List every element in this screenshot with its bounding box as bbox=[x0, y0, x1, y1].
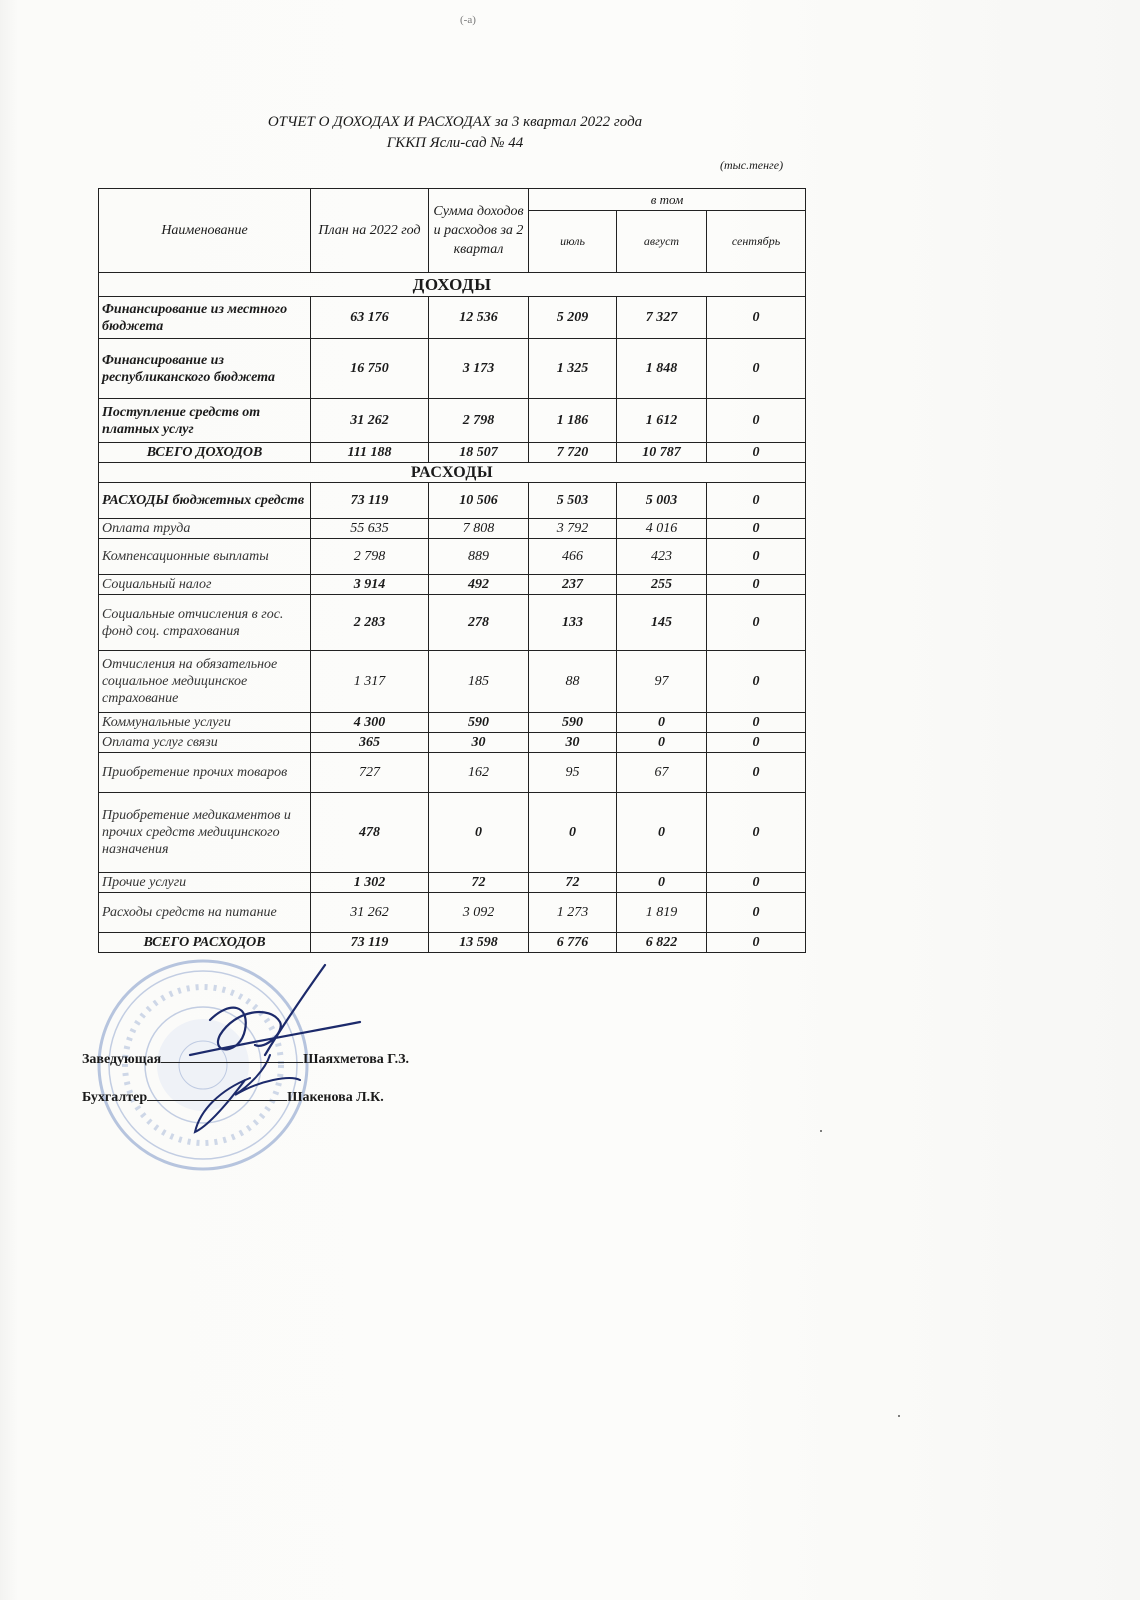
cell-september: 0 bbox=[707, 575, 806, 595]
table-row bbox=[99, 753, 806, 793]
cell-july: 5 503 bbox=[529, 483, 617, 519]
table-row bbox=[99, 893, 806, 933]
header-group: в том bbox=[529, 189, 806, 211]
head-role: Заведующая bbox=[82, 1052, 162, 1067]
cell-july: 72 bbox=[529, 873, 617, 893]
table-row bbox=[99, 399, 806, 443]
accountant-role: Бухгалтер bbox=[82, 1090, 148, 1105]
header-august: август bbox=[617, 211, 707, 273]
cell-september: 0 bbox=[707, 539, 806, 575]
cell-name: Расходы средств на питание bbox=[99, 893, 311, 933]
cell-august: 10 787 bbox=[617, 443, 707, 463]
cell-sum: 13 598 bbox=[429, 933, 529, 953]
accountant-signature-line bbox=[147, 1088, 287, 1101]
cell-august: 0 bbox=[617, 793, 707, 873]
cell-july: 3 792 bbox=[529, 519, 617, 539]
cell-july: 237 bbox=[529, 575, 617, 595]
cell-august: 5 003 bbox=[617, 483, 707, 519]
cell-name: Приобретение медикаментов и прочих средств медицинского назначения bbox=[99, 793, 311, 873]
cell-july: 1 273 bbox=[529, 893, 617, 933]
table-header bbox=[99, 189, 806, 273]
cell-july: 590 bbox=[529, 713, 617, 733]
head-signature-line bbox=[161, 1050, 303, 1063]
cell-september: 0 bbox=[707, 651, 806, 713]
cell-name: Социальный налог bbox=[99, 575, 311, 595]
cell-august: 97 bbox=[617, 651, 707, 713]
report-title bbox=[230, 112, 680, 154]
cell-september: 0 bbox=[707, 339, 806, 399]
table-row bbox=[99, 713, 806, 733]
head-name: Шаяхметова Г.З. bbox=[303, 1052, 409, 1067]
cell-july: 0 bbox=[529, 793, 617, 873]
cell-name: Прочие услуги bbox=[99, 873, 311, 893]
cell-sum: 30 bbox=[429, 733, 529, 753]
cell-august: 6 822 bbox=[617, 933, 707, 953]
cell-name: Отчисления на обязательное социальное медицинское страхование bbox=[99, 651, 311, 713]
table-row bbox=[99, 575, 806, 595]
cell-september: 0 bbox=[707, 733, 806, 753]
cell-plan: 111 188 bbox=[311, 443, 429, 463]
cell-august: 0 bbox=[617, 873, 707, 893]
cell-name: Финансирование из республиканского бюджета bbox=[99, 339, 311, 399]
cell-plan: 2 798 bbox=[311, 539, 429, 575]
cell-august: 255 bbox=[617, 575, 707, 595]
cell-september: 0 bbox=[707, 297, 806, 339]
cell-august: 7 327 bbox=[617, 297, 707, 339]
accountant-name: Шакенова Л.К. bbox=[287, 1090, 384, 1105]
cell-sum: 889 bbox=[429, 539, 529, 575]
table-row bbox=[99, 595, 806, 651]
table-row bbox=[99, 297, 806, 339]
cell-sum: 278 bbox=[429, 595, 529, 651]
cell-august: 1 848 bbox=[617, 339, 707, 399]
cell-july: 1 325 bbox=[529, 339, 617, 399]
cell-sum: 3 092 bbox=[429, 893, 529, 933]
income-section-row bbox=[99, 273, 806, 297]
cell-plan: 4 300 bbox=[311, 713, 429, 733]
signature-head bbox=[82, 1050, 409, 1068]
cell-name: Компенсационные выплаты bbox=[99, 539, 311, 575]
expense-total-row bbox=[99, 933, 806, 953]
cell-july: 133 bbox=[529, 595, 617, 651]
report-table bbox=[98, 188, 806, 953]
cell-july: 5 209 bbox=[529, 297, 617, 339]
cell-july: 7 720 bbox=[529, 443, 617, 463]
cell-sum: 12 536 bbox=[429, 297, 529, 339]
header-plan: План на 2022 год bbox=[311, 189, 429, 273]
cell-july: 30 bbox=[529, 733, 617, 753]
cell-september: 0 bbox=[707, 483, 806, 519]
cell-plan: 2 283 bbox=[311, 595, 429, 651]
expense-section-row bbox=[99, 463, 806, 483]
cell-name: РАСХОДЫ бюджетных средств bbox=[99, 483, 311, 519]
cell-plan: 1 302 bbox=[311, 873, 429, 893]
cell-sum: 3 173 bbox=[429, 339, 529, 399]
cell-sum: 0 bbox=[429, 793, 529, 873]
cell-september: 0 bbox=[707, 873, 806, 893]
table-body bbox=[99, 273, 806, 953]
signature-accountant bbox=[82, 1088, 409, 1106]
cell-sum: 10 506 bbox=[429, 483, 529, 519]
cell-name: Социальные отчисления в гос. фонд соц. страхования bbox=[99, 595, 311, 651]
cell-september: 0 bbox=[707, 753, 806, 793]
income-total-row bbox=[99, 443, 806, 463]
cell-plan: 73 119 bbox=[311, 933, 429, 953]
table-row bbox=[99, 793, 806, 873]
top-mark: (-а) bbox=[460, 14, 476, 26]
header-july: июль bbox=[529, 211, 617, 273]
cell-name: Оплата труда bbox=[99, 519, 311, 539]
expense-section-title: РАСХОДЫ bbox=[99, 463, 806, 483]
header-name: Наименование bbox=[99, 189, 311, 273]
cell-sum: 72 bbox=[429, 873, 529, 893]
cell-sum: 162 bbox=[429, 753, 529, 793]
cell-name: Поступление средств от платных услуг bbox=[99, 399, 311, 443]
cell-plan: 727 bbox=[311, 753, 429, 793]
cell-name: Оплата услуг связи bbox=[99, 733, 311, 753]
report-title-line1: ОТЧЕТ О ДОХОДАХ И РАСХОДАХ за 3 квартал 2022 года bbox=[267, 114, 643, 130]
cell-plan: 31 262 bbox=[311, 893, 429, 933]
cell-name: Коммунальные услуги bbox=[99, 713, 311, 733]
cell-july: 88 bbox=[529, 651, 617, 713]
table-row bbox=[99, 483, 806, 519]
cell-august: 1 819 bbox=[617, 893, 707, 933]
cell-sum: 590 bbox=[429, 713, 529, 733]
cell-plan: 31 262 bbox=[311, 399, 429, 443]
cell-september: 0 bbox=[707, 893, 806, 933]
cell-september: 0 bbox=[707, 443, 806, 463]
cell-september: 0 bbox=[707, 933, 806, 953]
paper-speck bbox=[898, 1415, 900, 1417]
header-september: сентябрь bbox=[707, 211, 806, 273]
cell-july: 95 bbox=[529, 753, 617, 793]
cell-august: 0 bbox=[617, 713, 707, 733]
cell-september: 0 bbox=[707, 595, 806, 651]
cell-september: 0 bbox=[707, 519, 806, 539]
cell-august: 67 bbox=[617, 753, 707, 793]
table-row bbox=[99, 873, 806, 893]
table-row bbox=[99, 651, 806, 713]
table-row bbox=[99, 339, 806, 399]
income-section-title: ДОХОДЫ bbox=[99, 273, 806, 297]
paper-speck bbox=[820, 1130, 822, 1132]
report-title-line2: ГККП Ясли-сад № 44 bbox=[386, 135, 524, 151]
cell-name: Финансирование из местного бюджета bbox=[99, 297, 311, 339]
table-row bbox=[99, 519, 806, 539]
cell-name: Приобретение прочих товаров bbox=[99, 753, 311, 793]
cell-august: 423 bbox=[617, 539, 707, 575]
cell-july: 1 186 bbox=[529, 399, 617, 443]
cell-august: 0 bbox=[617, 733, 707, 753]
cell-sum: 7 808 bbox=[429, 519, 529, 539]
cell-plan: 63 176 bbox=[311, 297, 429, 339]
cell-name: ВСЕГО ДОХОДОВ bbox=[99, 443, 311, 463]
cell-august: 145 bbox=[617, 595, 707, 651]
table-row bbox=[99, 733, 806, 753]
cell-august: 4 016 bbox=[617, 519, 707, 539]
cell-july: 6 776 bbox=[529, 933, 617, 953]
cell-september: 0 bbox=[707, 399, 806, 443]
cell-september: 0 bbox=[707, 793, 806, 873]
cell-plan: 73 119 bbox=[311, 483, 429, 519]
table-row bbox=[99, 539, 806, 575]
cell-name: ВСЕГО РАСХОДОВ bbox=[99, 933, 311, 953]
cell-july: 466 bbox=[529, 539, 617, 575]
cell-plan: 3 914 bbox=[311, 575, 429, 595]
cell-sum: 492 bbox=[429, 575, 529, 595]
cell-august: 1 612 bbox=[617, 399, 707, 443]
signatures-block bbox=[82, 1050, 409, 1126]
cell-plan: 478 bbox=[311, 793, 429, 873]
cell-plan: 16 750 bbox=[311, 339, 429, 399]
units-label: (тыс.тенге) bbox=[720, 158, 784, 172]
cell-sum: 18 507 bbox=[429, 443, 529, 463]
cell-plan: 55 635 bbox=[311, 519, 429, 539]
cell-sum: 2 798 bbox=[429, 399, 529, 443]
cell-september: 0 bbox=[707, 713, 806, 733]
header-sum: Сумма доходов и расходов за 2 квартал bbox=[429, 189, 529, 273]
cell-plan: 1 317 bbox=[311, 651, 429, 713]
cell-plan: 365 bbox=[311, 733, 429, 753]
cell-sum: 185 bbox=[429, 651, 529, 713]
